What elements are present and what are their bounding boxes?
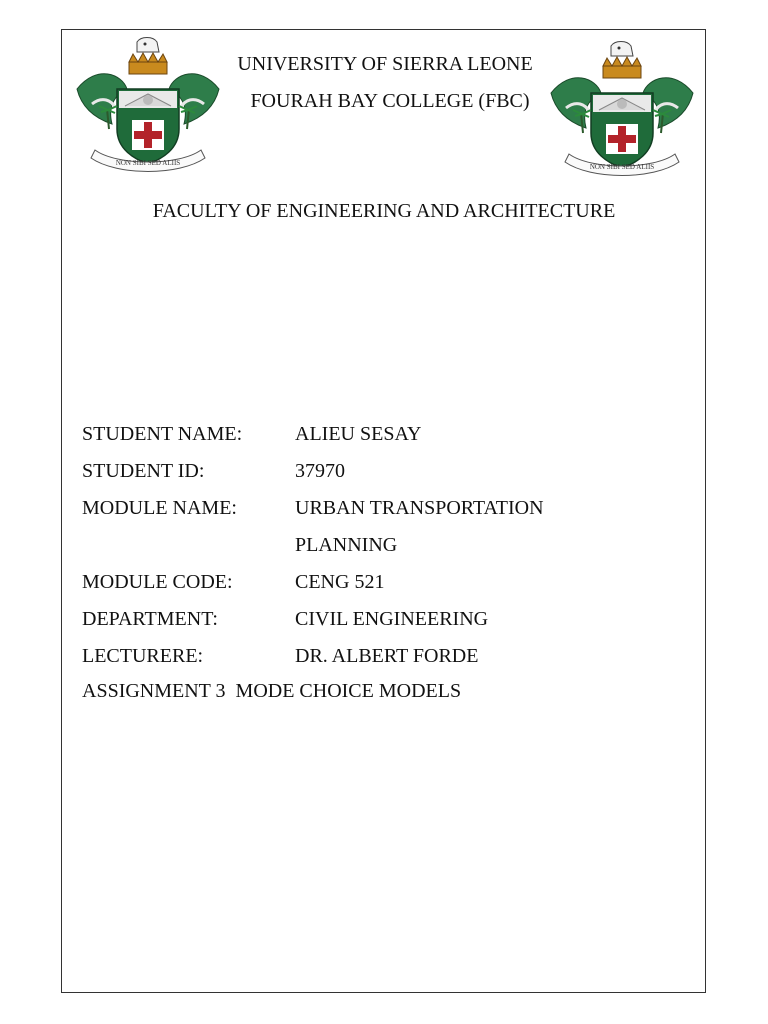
detail-label: LECTURERE: [82,645,204,667]
crest-lion [137,38,159,53]
college-name: FOURAH BAY COLLEGE (FBC) [250,90,530,112]
detail-value: DR. ALBERT FORDE [295,645,479,667]
detail-label: MODULE CODE: [82,571,233,593]
detail-label: STUDENT ID: [82,460,205,482]
faculty-title: FACULTY OF ENGINEERING AND ARCHITECTURE [152,200,616,222]
detail-label: MODULE NAME: [82,497,237,519]
detail-value: ALIEU SESAY [295,423,422,445]
detail-value: 37970 [295,460,345,482]
svg-text:NON SIBI SED ALIIS: NON SIBI SED ALIIS [115,159,181,167]
detail-label: STUDENT NAME: [82,423,243,445]
svg-text:NON SIBI SED ALIIS: NON SIBI SED ALIIS [589,163,655,171]
detail-value: CIVIL ENGINEERING [295,608,489,630]
detail-value: CENG 521 [295,571,385,593]
detail-value: URBAN TRANSPORTATION [295,497,544,519]
university-name: UNIVERSITY OF SIERRA LEONE [237,53,533,75]
assignment-title: ASSIGNMENT 3 MODE CHOICE MODELS [82,680,462,702]
detail-label: DEPARTMENT: [82,608,218,630]
detail-value: PLANNING [295,534,398,556]
